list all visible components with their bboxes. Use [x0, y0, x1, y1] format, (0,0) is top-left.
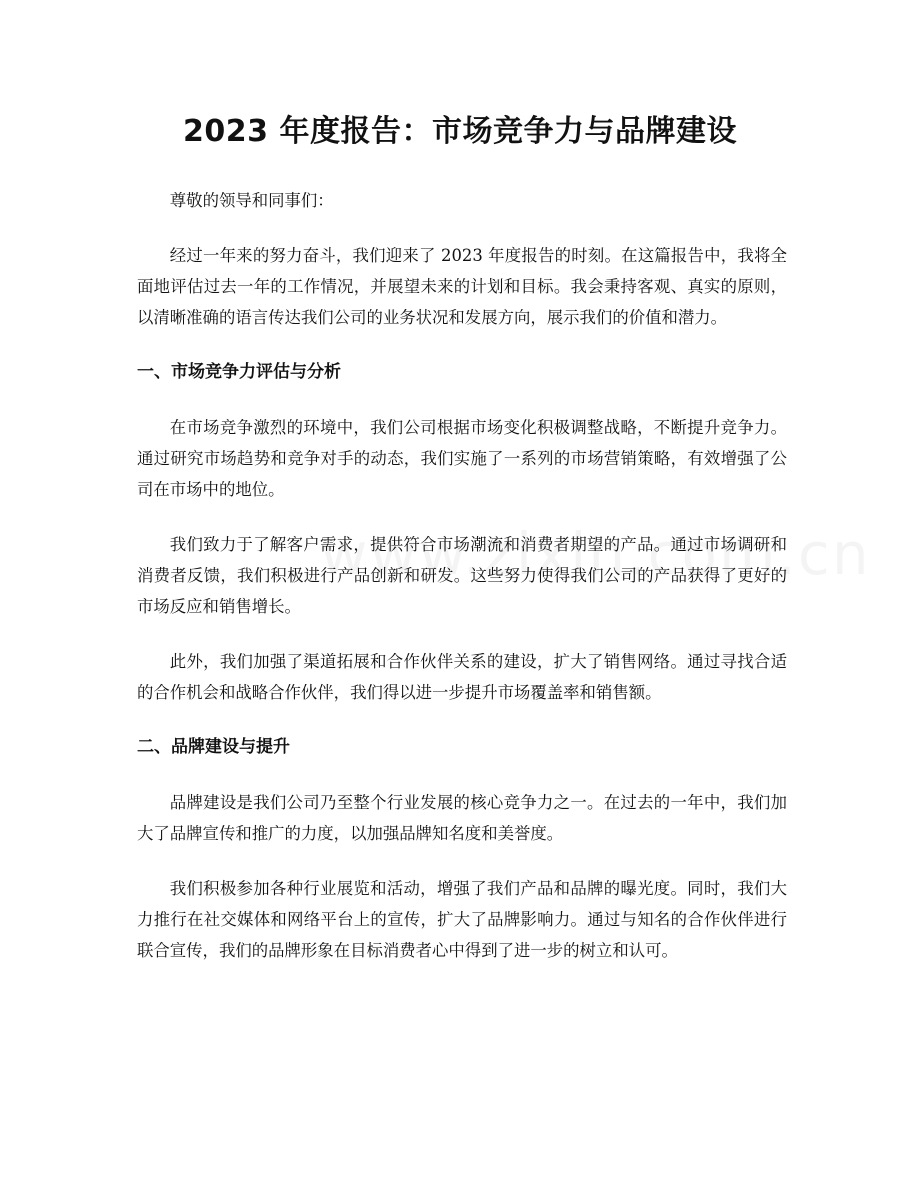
intro-paragraph: 经过一年来的努力奋斗，我们迎来了 2023 年度报告的时刻。在这篇报告中，我将全面地评估过去一年的工作情况，并展望未来的计划和目标。我会秉持客观、真实的原则，以清晰准确的语言传达我们公司的业务状况和发展方向，展示我们的价值和潜力。: [137, 246, 787, 327]
greeting: 尊敬的领导和同事们：: [169, 191, 334, 210]
paragraph: 品牌建设是我们公司乃至整个行业发展的核心竞争力之一。在过去的一年中，我们加大了品牌宣传和推广的力度，以加强品牌知名度和美誉度。: [137, 793, 787, 843]
paragraph: 在市场竞争激烈的环境中，我们公司根据市场变化积极调整战略，不断提升竞争力。通过研究市场趋势和竞争对手的动态，我们实施了一系列的市场营销策略，有效增强了公司在市场中的地位。: [137, 418, 787, 499]
section-heading-brand: 二、品牌建设与提升: [137, 737, 290, 757]
paragraph: 我们积极参加各种行业展览和活动，增强了我们产品和品牌的曝光度。同时，我们大力推行在社交媒体和网络平台上的宣传，扩大了品牌影响力。通过与知名的合作伙伴进行联合宣传，我们的品牌形象在目标消费者心中得到了进一步的树立和认可。: [137, 879, 787, 960]
document-title: 2023 年度报告：市场竞争力与品牌建设: [183, 114, 737, 149]
paragraph: 我们致力于了解客户需求，提供符合市场潮流和消费者期望的产品。通过市场调研和消费者反馈，我们积极进行产品创新和研发。这些努力使得我们公司的产品获得了更好的市场反应和销售增长。: [137, 535, 787, 616]
section-heading-market: 一、市场竞争力评估与分析: [137, 362, 341, 382]
document-body: [137, 185, 787, 990]
paragraph: 此外，我们加强了渠道拓展和合作伙伴关系的建设，扩大了销售网络。通过寻找合适的合作机会和战略合作伙伴，我们得以进一步提升市场覆盖率和销售额。: [137, 652, 787, 702]
